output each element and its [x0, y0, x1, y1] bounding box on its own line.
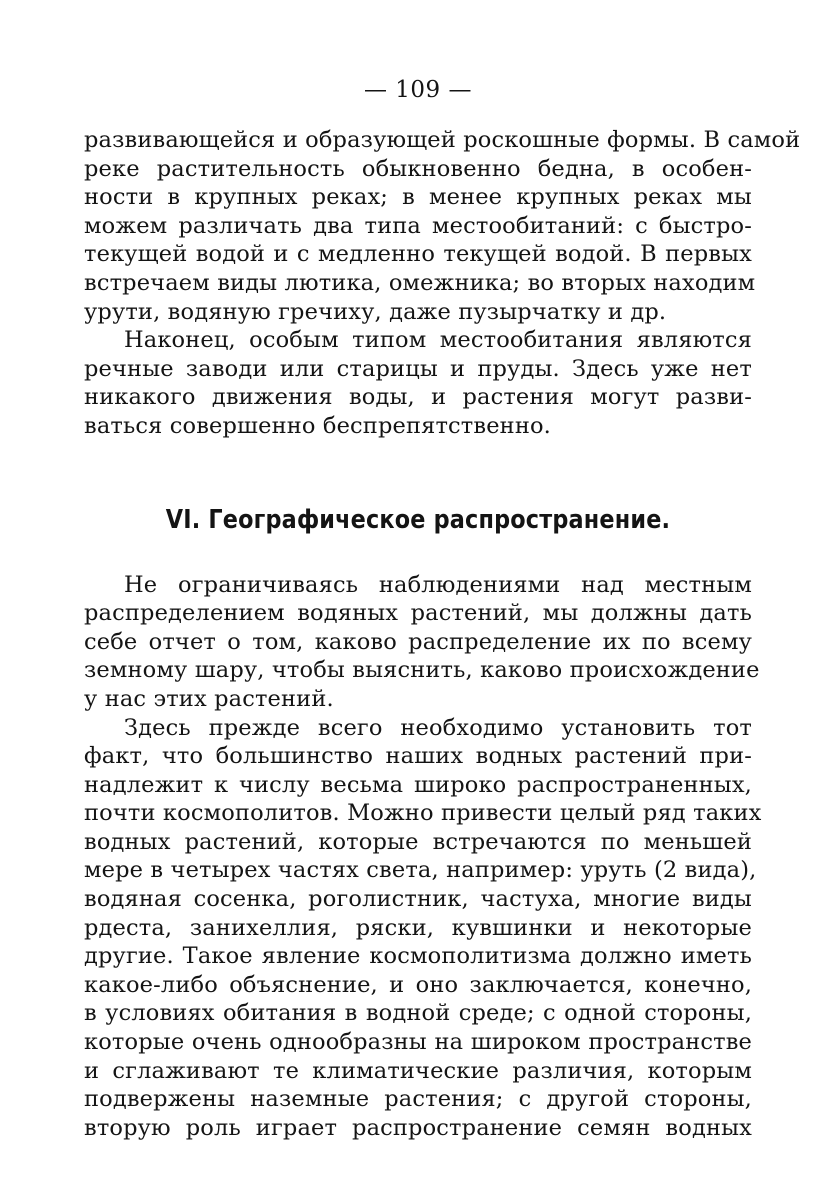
text-line: надлежит к числу весьма широко распространенных,: [84, 771, 752, 798]
text-line: другие. Такое явление космополитизма должно иметь: [84, 943, 752, 970]
text-line: факт, что большинство наших водных растений при-: [84, 743, 752, 770]
text-line: подвержены наземные растения; с другой стороны,: [84, 1086, 752, 1113]
text-line: у нас этих растений.: [84, 685, 334, 712]
text-line: Наконец, особым типом местообитания являются: [124, 327, 752, 354]
text-line: земному шару, чтобы выяснить, каково происхождение: [84, 657, 760, 684]
text-line: водяная сосенка, роголистник, частуха, многие виды: [84, 886, 752, 913]
text-line: Не ограничиваясь наблюдениями над местным: [124, 571, 752, 598]
paragraph: [84, 126, 801, 326]
text-line: водных растений, которые встречаются по меньшей: [84, 828, 752, 855]
text-line: урути, водяную гречиху, даже пузырчатку и др.: [84, 298, 667, 325]
text-line: реке растительность обыкновенно бедна, в особен-: [84, 155, 752, 182]
text-line: никакого движения воды, и растения могут разви-: [84, 384, 752, 411]
body-text-after-heading: [84, 571, 762, 1143]
text-line: вторую роль играет распространение семян водных: [84, 1114, 752, 1141]
text-line: можем различать два типа местообитаний: с быстро-: [84, 212, 752, 239]
text-line: которые очень однообразны на широком пространстве: [84, 1029, 752, 1056]
body-text-before-heading: [84, 126, 801, 441]
text-line: ности в крупных реках; в менее крупных реках мы: [84, 184, 752, 211]
book-page: [84, 70, 801, 1142]
text-line: речные заводи или старицы и пруды. Здесь уже нет: [84, 355, 752, 382]
paragraph: [84, 326, 752, 440]
paragraph: [84, 571, 760, 714]
text-line: ваться совершенно беспрепятственно.: [84, 412, 551, 439]
text-line: почти космополитов. Можно привести целый ряд таких: [84, 800, 762, 827]
section-heading: VI. Географическое распространение.: [165, 504, 671, 535]
text-line: распределением водяных растений, мы должны дать: [84, 600, 752, 627]
text-line: в условиях обитания в водной среде; с одной стороны,: [84, 1000, 752, 1027]
text-line: встречаем виды лютика, омежника; во вторых находим: [84, 269, 756, 296]
text-line: рдеста, занихеллия, ряски, кувшинки и некоторые: [84, 914, 752, 941]
text-line: текущей водой и с медленно текущей водой. В первых: [84, 241, 752, 268]
text-line: какое-либо объяснение, и оно заключается, конечно,: [84, 971, 752, 998]
text-line: развивающейся и образующей роскошные формы. В самой: [84, 127, 801, 153]
text-line: себе отчет о том, каково распределение их по всему: [84, 628, 752, 655]
paragraph: [84, 714, 762, 1143]
text-line: мере в четырех частях света, например: уруть (2 вида),: [84, 857, 757, 884]
text-line: и сглаживают те климатические различия, которым: [84, 1057, 752, 1084]
page-number: — 109 —: [363, 77, 473, 103]
text-line: Здесь прежде всего необходимо установить тот: [124, 714, 752, 741]
